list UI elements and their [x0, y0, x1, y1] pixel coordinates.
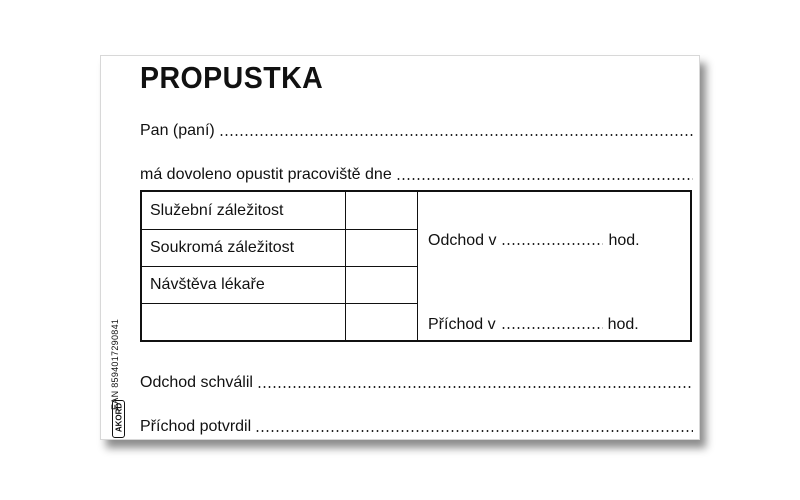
dovoleno-fill-line[interactable] — [396, 178, 693, 180]
time-column-divider — [417, 192, 418, 340]
form-title: PROPUSTKA — [140, 60, 324, 95]
prichod-label: Příchod v — [428, 316, 496, 333]
prichod-time-line — [428, 316, 639, 334]
potvrdil-label: Příchod potvrdil — [140, 418, 252, 435]
prichod-fill-line[interactable] — [501, 327, 603, 329]
pan-fill-line[interactable] — [219, 134, 693, 136]
table-row — [142, 303, 417, 340]
dovoleno-label: má dovoleno opustit pracoviště dne — [140, 166, 392, 183]
schvalil-fill-line[interactable] — [257, 386, 693, 388]
odchod-fill-line[interactable] — [501, 243, 603, 245]
side-print-info — [108, 266, 124, 436]
pan-line — [140, 122, 693, 140]
reason-label: Soukromá záležitost — [150, 239, 295, 256]
checkbox-column-divider — [345, 192, 346, 340]
table-row — [142, 266, 417, 304]
potvrdil-fill-line[interactable] — [255, 430, 693, 432]
reason-time-table — [140, 190, 692, 342]
pass-form-card — [100, 55, 700, 440]
table-row — [142, 229, 417, 267]
reason-label: Návštěva lékaře — [150, 276, 265, 293]
potvrdil-line — [140, 418, 693, 436]
odchod-label: Odchod v — [428, 232, 497, 249]
schvalil-line — [140, 374, 693, 392]
odchod-time-line — [428, 232, 640, 250]
akord-logo — [112, 400, 125, 438]
table-row — [142, 192, 417, 230]
reason-label: Služební záležitost — [150, 202, 284, 219]
pan-label: Pan (paní) — [140, 122, 215, 139]
schvalil-label: Odchod schválil — [140, 374, 253, 391]
odchod-hod-label: hod. — [608, 232, 640, 249]
prichod-hod-label: hod. — [607, 316, 639, 333]
akord-logo-text: AKORD — [114, 402, 124, 433]
ean-code: EAN 8594017290841 — [110, 318, 120, 410]
dovoleno-line — [140, 166, 693, 184]
